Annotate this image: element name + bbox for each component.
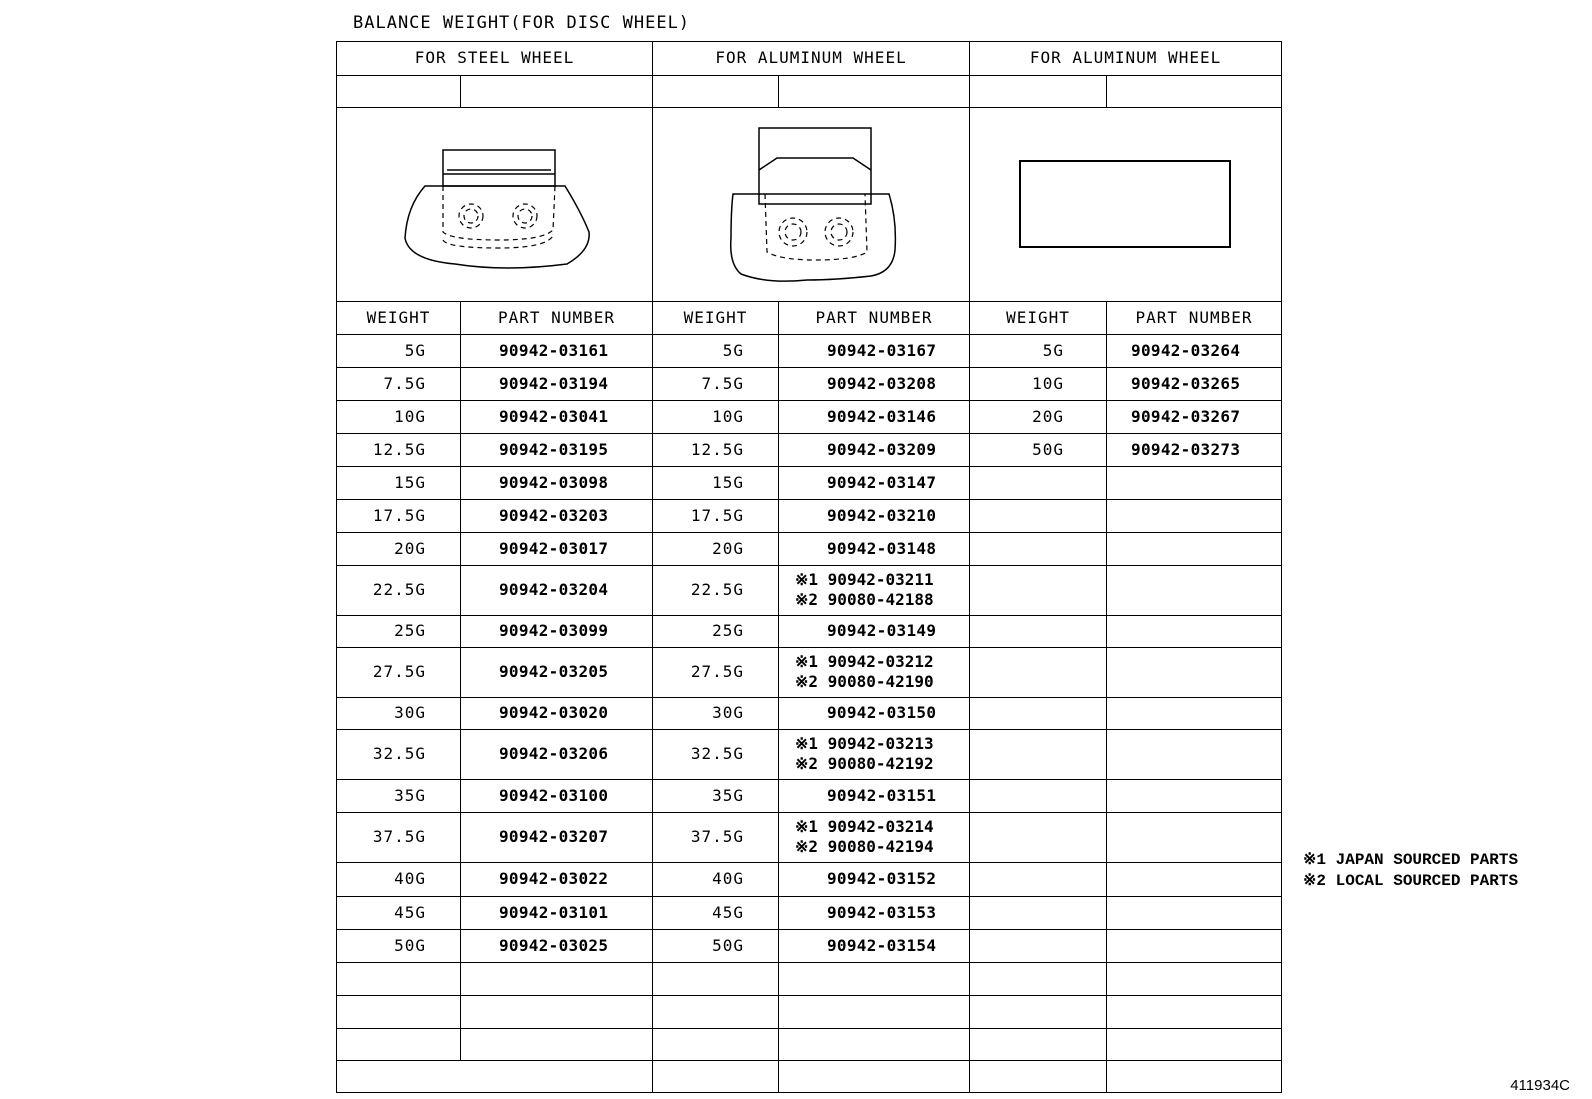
- blank-cell: [970, 467, 1107, 500]
- steel-weight: 30G: [337, 698, 461, 730]
- footnotes: [1303, 850, 1518, 892]
- blank-cell: [970, 1061, 1107, 1093]
- blank-cell: [970, 76, 1107, 108]
- aluminum-part-number: 90942-03152: [779, 863, 970, 897]
- table-row: [337, 698, 1282, 730]
- blank-cell: [1107, 780, 1282, 813]
- steel-weight: 12.5G: [337, 434, 461, 467]
- steel-weight: 32.5G: [337, 730, 461, 780]
- blank-cell: [1107, 616, 1282, 648]
- table-row: [337, 42, 1282, 76]
- adhesive-weight: 5G: [970, 335, 1107, 368]
- aluminum-weight: 40G: [653, 863, 779, 897]
- table-row: [337, 434, 1282, 467]
- aluminum-part-number: 90942-03167: [779, 335, 970, 368]
- blank-cell: [1107, 996, 1282, 1029]
- blank-cell: [461, 1029, 653, 1061]
- blank-cell: [1107, 813, 1282, 863]
- adhesive-weight: 20G: [970, 401, 1107, 434]
- japan-part-number: ※1 90942-03214: [795, 816, 934, 836]
- adhesive-weight: 10G: [970, 368, 1107, 401]
- blank-cell: [970, 698, 1107, 730]
- table-row: [337, 108, 1282, 302]
- table-row: [337, 368, 1282, 401]
- blank-cell: [1107, 897, 1282, 930]
- steel-part-number: 90942-03205: [461, 648, 653, 698]
- blank-cell: [1107, 1029, 1282, 1061]
- group-header-1: FOR STEEL WHEEL: [337, 42, 653, 76]
- table-row: [337, 963, 1282, 996]
- aluminum-weight: 15G: [653, 467, 779, 500]
- steel-part-number: 90942-03100: [461, 780, 653, 813]
- blank-cell: [970, 813, 1107, 863]
- aluminum-part-number: 90942-03146: [779, 401, 970, 434]
- aluminum-weight: 25G: [653, 616, 779, 648]
- blank-cell: [337, 1061, 653, 1093]
- blank-cell: [1107, 963, 1282, 996]
- table-row: [337, 780, 1282, 813]
- blank-cell: [1107, 467, 1282, 500]
- adhesive-part-number: 90942-03273: [1107, 434, 1282, 467]
- table-row: [337, 897, 1282, 930]
- aluminum-weight: 35G: [653, 780, 779, 813]
- steel-weight: 10G: [337, 401, 461, 434]
- blank-cell: [653, 963, 779, 996]
- aluminum-weight: 50G: [653, 930, 779, 963]
- blank-cell: [1107, 566, 1282, 616]
- steel-weight: 27.5G: [337, 648, 461, 698]
- aluminum-weight: 32.5G: [653, 730, 779, 780]
- japan-part-number: ※1 90942-03213: [795, 733, 934, 753]
- japan-part-number: ※1 90942-03211: [795, 569, 934, 589]
- blank-cell: [653, 996, 779, 1029]
- table-row: [337, 616, 1282, 648]
- table-row: [337, 500, 1282, 533]
- table-row: [337, 996, 1282, 1029]
- steel-part-number: 90942-03195: [461, 434, 653, 467]
- adhesive-weight-icon: [1016, 155, 1236, 255]
- aluminum-part-number: 90942-03210: [779, 500, 970, 533]
- col-header-part-number: PART NUMBER: [1107, 302, 1282, 335]
- aluminum-part-number: [779, 730, 970, 780]
- table-row: [337, 1061, 1282, 1093]
- steel-clip-weight-icon: [395, 140, 595, 270]
- steel-weight: 22.5G: [337, 566, 461, 616]
- steel-weight: 20G: [337, 533, 461, 566]
- local-part-number: ※2 90080-42194: [795, 836, 934, 856]
- blank-cell: [1107, 930, 1282, 963]
- aluminum-part-number: 90942-03150: [779, 698, 970, 730]
- adhesive-part-number: 90942-03265: [1107, 368, 1282, 401]
- table-row: [337, 76, 1282, 108]
- blank-cell: [779, 76, 970, 108]
- group-header-2: FOR ALUMINUM WHEEL: [653, 42, 970, 76]
- blank-cell: [970, 996, 1107, 1029]
- blank-cell: [461, 963, 653, 996]
- steel-part-number: 90942-03203: [461, 500, 653, 533]
- table-row: [337, 401, 1282, 434]
- blank-cell: [970, 963, 1107, 996]
- table-row: [337, 335, 1282, 368]
- col-header-part-number: PART NUMBER: [461, 302, 653, 335]
- blank-cell: [461, 76, 653, 108]
- table-row: [337, 533, 1282, 566]
- blank-cell: [653, 1029, 779, 1061]
- adhesive-part-number: 90942-03264: [1107, 335, 1282, 368]
- aluminum-part-number: [779, 813, 970, 863]
- aluminum-part-number: 90942-03149: [779, 616, 970, 648]
- blank-cell: [970, 500, 1107, 533]
- table-row: [337, 1029, 1282, 1061]
- steel-part-number: 90942-03099: [461, 616, 653, 648]
- steel-part-number: 90942-03204: [461, 566, 653, 616]
- col-header-weight: WEIGHT: [970, 302, 1107, 335]
- aluminum-part-number: 90942-03154: [779, 930, 970, 963]
- aluminum-part-number: [779, 566, 970, 616]
- figure-id: 411934C: [1510, 1077, 1570, 1094]
- footnote-japan: ※1 JAPAN SOURCED PARTS: [1303, 851, 1519, 869]
- table-row: [337, 863, 1282, 897]
- blank-cell: [653, 1061, 779, 1093]
- aluminum-part-number: 90942-03147: [779, 467, 970, 500]
- aluminum-part-number: 90942-03148: [779, 533, 970, 566]
- col-header-weight: WEIGHT: [337, 302, 461, 335]
- aluminum-part-number: 90942-03209: [779, 434, 970, 467]
- blank-cell: [779, 996, 970, 1029]
- blank-cell: [1107, 500, 1282, 533]
- aluminum-weight: 45G: [653, 897, 779, 930]
- blank-cell: [1107, 533, 1282, 566]
- steel-part-number: 90942-03206: [461, 730, 653, 780]
- steel-weight: 15G: [337, 467, 461, 500]
- blank-cell: [653, 76, 779, 108]
- col-header-weight: WEIGHT: [653, 302, 779, 335]
- table-row: [337, 648, 1282, 698]
- blank-cell: [970, 780, 1107, 813]
- steel-part-number: 90942-03194: [461, 368, 653, 401]
- steel-weight: 5G: [337, 335, 461, 368]
- blank-cell: [970, 730, 1107, 780]
- steel-part-number: 90942-03161: [461, 335, 653, 368]
- blank-cell: [970, 897, 1107, 930]
- steel-weight: 45G: [337, 897, 461, 930]
- group-header-3: FOR ALUMINUM WHEEL: [970, 42, 1282, 76]
- steel-part-number: 90942-03025: [461, 930, 653, 963]
- aluminum-part-number: 90942-03151: [779, 780, 970, 813]
- aluminum-weight: 17.5G: [653, 500, 779, 533]
- aluminum-part-number: 90942-03153: [779, 897, 970, 930]
- adhesive-weight: 50G: [970, 434, 1107, 467]
- aluminum-weight: 20G: [653, 533, 779, 566]
- blank-cell: [970, 648, 1107, 698]
- steel-part-number: 90942-03020: [461, 698, 653, 730]
- steel-part-number: 90942-03041: [461, 401, 653, 434]
- local-part-number: ※2 90080-42188: [795, 589, 934, 609]
- blank-cell: [970, 863, 1107, 897]
- blank-cell: [1107, 863, 1282, 897]
- aluminum-clip-weight-icon: [711, 120, 911, 290]
- document-title: BALANCE WEIGHT(FOR DISC WHEEL): [353, 13, 691, 33]
- japan-part-number: ※1 90942-03212: [795, 651, 934, 671]
- illustration-cell: [337, 108, 653, 302]
- table-row: [337, 467, 1282, 500]
- table-row: [337, 813, 1282, 863]
- steel-part-number: 90942-03101: [461, 897, 653, 930]
- steel-weight: 7.5G: [337, 368, 461, 401]
- blank-cell: [970, 1029, 1107, 1061]
- aluminum-weight: 12.5G: [653, 434, 779, 467]
- steel-weight: 37.5G: [337, 813, 461, 863]
- aluminum-weight: 30G: [653, 698, 779, 730]
- adhesive-part-number: 90942-03267: [1107, 401, 1282, 434]
- aluminum-weight: 7.5G: [653, 368, 779, 401]
- table-row: [337, 730, 1282, 780]
- blank-cell: [970, 566, 1107, 616]
- blank-cell: [1107, 698, 1282, 730]
- blank-cell: [1107, 730, 1282, 780]
- steel-part-number: 90942-03022: [461, 863, 653, 897]
- blank-cell: [970, 930, 1107, 963]
- steel-part-number: 90942-03017: [461, 533, 653, 566]
- illustration-cell: [970, 108, 1282, 302]
- col-header-part-number: PART NUMBER: [779, 302, 970, 335]
- table-row: [337, 302, 1282, 335]
- blank-cell: [337, 963, 461, 996]
- aluminum-weight: 27.5G: [653, 648, 779, 698]
- aluminum-weight: 5G: [653, 335, 779, 368]
- blank-cell: [779, 1029, 970, 1061]
- blank-cell: [337, 996, 461, 1029]
- blank-cell: [970, 616, 1107, 648]
- footnote-local: ※2 LOCAL SOURCED PARTS: [1303, 872, 1519, 890]
- steel-weight: 40G: [337, 863, 461, 897]
- blank-cell: [461, 996, 653, 1029]
- steel-weight: 17.5G: [337, 500, 461, 533]
- blank-cell: [337, 76, 461, 108]
- blank-cell: [779, 1061, 970, 1093]
- table-row: [337, 930, 1282, 963]
- steel-weight: 50G: [337, 930, 461, 963]
- steel-weight: 35G: [337, 780, 461, 813]
- table-row: [337, 566, 1282, 616]
- blank-cell: [970, 533, 1107, 566]
- blank-cell: [1107, 648, 1282, 698]
- blank-cell: [779, 963, 970, 996]
- local-part-number: ※2 90080-42192: [795, 753, 934, 773]
- aluminum-part-number: [779, 648, 970, 698]
- illustration-cell: [653, 108, 970, 302]
- blank-cell: [1107, 76, 1282, 108]
- aluminum-weight: 22.5G: [653, 566, 779, 616]
- blank-cell: [1107, 1061, 1282, 1093]
- steel-part-number: 90942-03207: [461, 813, 653, 863]
- aluminum-weight: 10G: [653, 401, 779, 434]
- blank-cell: [337, 1029, 461, 1061]
- aluminum-weight: 37.5G: [653, 813, 779, 863]
- aluminum-part-number: 90942-03208: [779, 368, 970, 401]
- steel-part-number: 90942-03098: [461, 467, 653, 500]
- balance-weight-table: [336, 41, 1282, 1093]
- steel-weight: 25G: [337, 616, 461, 648]
- local-part-number: ※2 90080-42190: [795, 671, 934, 691]
